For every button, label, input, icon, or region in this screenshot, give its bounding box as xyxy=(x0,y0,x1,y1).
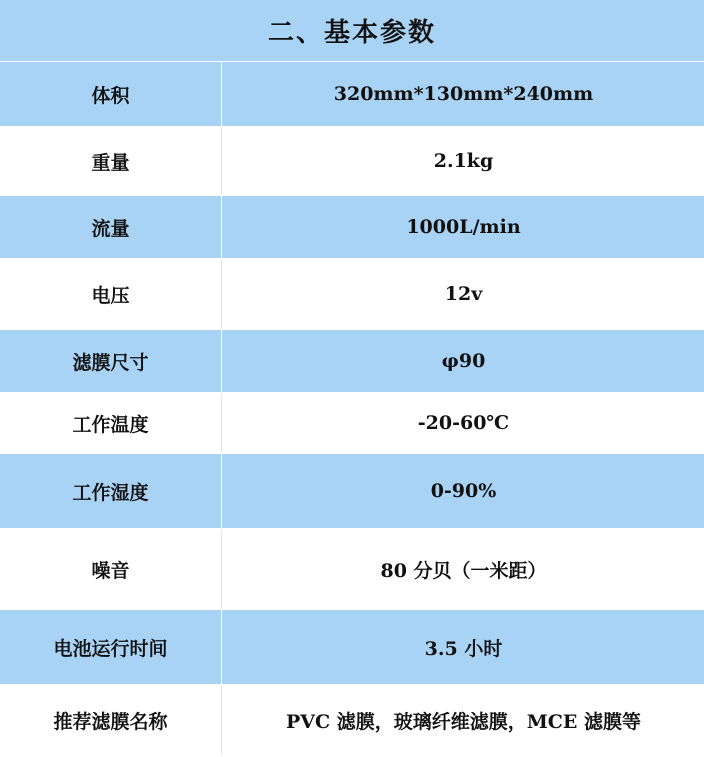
table-row xyxy=(0,529,704,609)
param-value: 2.1kg xyxy=(222,127,704,195)
param-name: 重量 xyxy=(0,127,222,195)
param-value: 12v xyxy=(222,259,704,329)
table-row xyxy=(0,453,704,529)
param-value: φ90 xyxy=(222,329,704,393)
param-name: 推荐滤膜名称 xyxy=(0,685,222,756)
param-name: 噪音 xyxy=(0,529,222,609)
parameters-table xyxy=(0,62,704,757)
param-name: 滤膜尺寸 xyxy=(0,329,222,393)
param-name: 电压 xyxy=(0,259,222,329)
param-value: 3.5 小时 xyxy=(222,609,704,685)
table-row xyxy=(0,259,704,329)
table-row xyxy=(0,393,704,453)
table-row xyxy=(0,62,704,127)
table-row xyxy=(0,195,704,259)
section-title: 二、基本参数 xyxy=(0,0,704,62)
table-row xyxy=(0,127,704,195)
table-row xyxy=(0,609,704,685)
param-value: 0-90% xyxy=(222,453,704,529)
param-name: 流量 xyxy=(0,195,222,259)
param-value: PVC 滤膜，玻璃纤维滤膜，MCE 滤膜等 xyxy=(222,685,704,756)
param-value: 80 分贝（一米距） xyxy=(222,529,704,609)
table-row xyxy=(0,685,704,756)
param-name: 工作湿度 xyxy=(0,453,222,529)
param-name: 体积 xyxy=(0,62,222,127)
param-value: 320mm*130mm*240mm xyxy=(222,62,704,127)
param-name: 工作温度 xyxy=(0,393,222,453)
param-value: -20-60℃ xyxy=(222,393,704,453)
param-name: 电池运行时间 xyxy=(0,609,222,685)
table-row xyxy=(0,329,704,393)
param-value: 1000L/min xyxy=(222,195,704,259)
